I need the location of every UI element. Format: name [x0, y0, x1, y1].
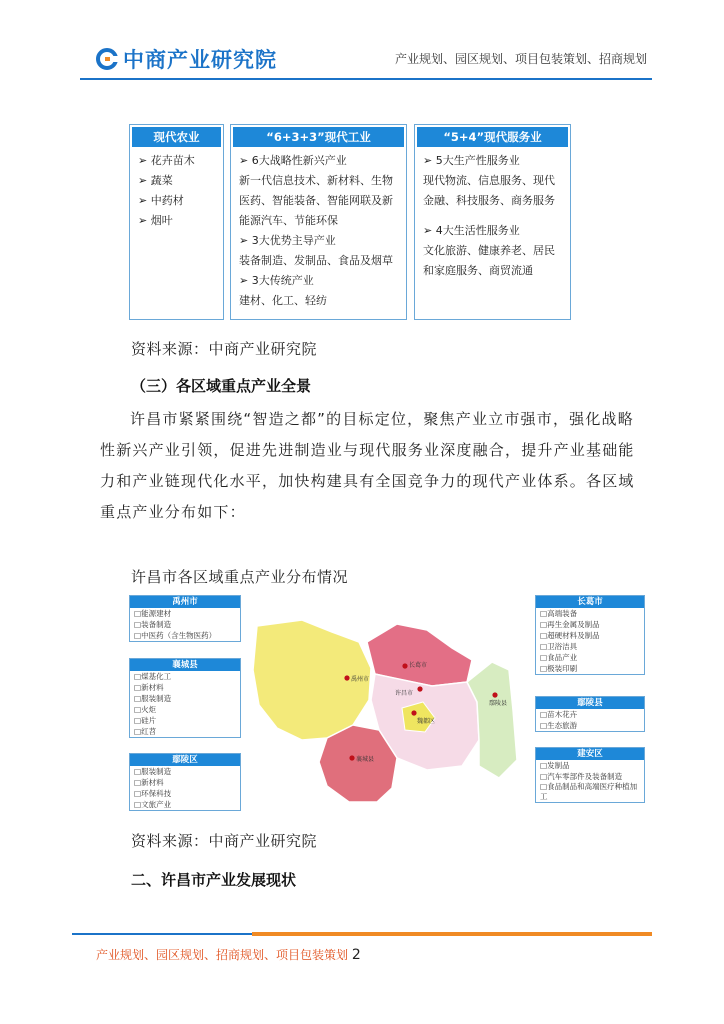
region-box-jianan [535, 747, 645, 803]
region-item: □ 能源建材 [130, 608, 240, 619]
industry-line: 装备制造、发制品、食品及烟草 [239, 254, 393, 267]
region-box-title: 襄城县 [130, 659, 240, 671]
logo-icon [96, 48, 118, 70]
industry-line: 和家庭服务、商贸流通 [423, 264, 533, 277]
map-label-yanling: 鄢陵县 [489, 700, 508, 707]
region-item: □ 食品产业 [536, 652, 644, 663]
industry-box-agriculture [129, 124, 224, 320]
industry-item: ➢ 蔬菜 [138, 174, 173, 187]
region-box-xiangcheng [129, 658, 241, 738]
industry-line: 现代物流、信息服务、现代 [423, 174, 555, 187]
footer-divider [72, 932, 652, 936]
industry-line: ➢ 3大传统产业 [239, 274, 314, 287]
page-number: 2 [351, 947, 361, 963]
region-item: □ 新材料 [130, 682, 240, 693]
region-item: □ 苗木花卉 [536, 709, 644, 720]
industry-line: ➢ 6大战略性新兴产业 [239, 154, 347, 167]
industry-line: 新一代信息技术、新材料、生物 [239, 174, 393, 187]
region-item: □ 环保科技 [130, 788, 240, 799]
section-heading: （三）各区域重点产业全景 [131, 377, 312, 395]
map-label-jianan: 魏都区 [417, 718, 436, 725]
region-item: □ 卫浴洁具 [536, 641, 644, 652]
region-box-yuzhou [129, 595, 241, 642]
region-item: □ 极装印刷 [536, 663, 644, 674]
source-note: 资料来源：中商产业研究院 [131, 340, 318, 358]
logo-text: 中商产业研究院 [123, 48, 277, 72]
region-item: □ 煤基化工 [130, 671, 240, 682]
industry-item: ➢ 花卉苗木 [138, 154, 195, 167]
industry-line: 金融、科技服务、商务服务 [423, 194, 555, 207]
industry-line: ➢ 3大优势主导产业 [239, 234, 336, 247]
logo [96, 44, 277, 74]
map-label-changge: 长葛市 [409, 662, 428, 669]
industry-line [423, 211, 562, 221]
industry-line: 医药、智能装备、智能网联及新 [239, 194, 393, 207]
header-tagline: 产业规划、园区规划、项目包装策划、招商规划 [394, 52, 647, 66]
region-item: □ 硅片 [130, 715, 240, 726]
map-label-xiangcheng: 襄城县 [356, 756, 375, 763]
industry-line: 文化旅游、健康养老、居民 [423, 244, 555, 257]
source-note-2: 资料来源：中商产业研究院 [131, 832, 318, 850]
region-box-title: 建安区 [536, 748, 644, 760]
region-item: □ 服装制造 [130, 693, 240, 704]
industry-line: 建材、化工、轻纺 [239, 294, 327, 307]
footer-text: 产业规划、园区规划、招商规划、项目包装策划 [96, 948, 349, 962]
region-item: □ 中医药（含生物医药） [130, 630, 240, 641]
region-box-yanling [535, 696, 645, 732]
industry-box-services [414, 124, 571, 320]
region-item: □ 超硬材料及制品 [536, 630, 644, 641]
figure-caption: 许昌市各区域重点产业分布情况 [131, 568, 349, 586]
industry-box-title: “6+3+3”现代工业 [233, 127, 404, 147]
industry-box-industry [230, 124, 407, 320]
region-item: □ 服装制造 [130, 766, 240, 777]
body-paragraph: 许昌市紧紧围绕“智造之都”的目标定位，聚焦产业立市强市，强化战略性新兴产业引领，促进先进制造业与现代服务业深度融合，提升产业基础能力和产业链现代化水平，加快构建具有全国竞争力的现代产业体系。各区域重点产业分布如下： [100, 410, 635, 521]
region-item: □ 新材料 [130, 777, 240, 788]
footer [96, 946, 361, 963]
industry-line: ➢ 4大生活性服务业 [423, 224, 520, 237]
industry-box-title: 现代农业 [132, 127, 221, 147]
region-box-changge [535, 595, 645, 675]
map-label-xuchang: 许昌市 [395, 690, 414, 697]
industry-item: ➢ 中药材 [138, 194, 184, 207]
industry-item: ➢ 烟叶 [138, 214, 173, 227]
industry-line: ➢ 5大生产性服务业 [423, 154, 520, 167]
region-box-weidu [129, 753, 241, 811]
region-box-title: 鄢陵区 [130, 754, 240, 766]
region-map-figure [127, 590, 646, 820]
region-item: □ 红苕 [130, 726, 240, 737]
region-item: □ 火炬 [130, 704, 240, 715]
header-divider [80, 78, 652, 80]
region-box-title: 禹州市 [130, 596, 240, 608]
region-item: □ 装备制造 [130, 619, 240, 630]
industry-line: 能源汽车、节能环保 [239, 214, 338, 227]
region-box-title: 鄢陵县 [536, 697, 644, 709]
section-heading-2: 二、许昌市产业发展现状 [131, 871, 297, 889]
region-item: □ 高端装备 [536, 608, 644, 619]
industry-box-title: “5+4”现代服务业 [417, 127, 568, 147]
region-item: □ 文旅产业 [130, 799, 240, 810]
region-item: □ 再生金属及制品 [536, 619, 644, 630]
map-label-yuzhou: 禹州市 [351, 676, 370, 683]
region-item: □ 生态旅游 [536, 720, 644, 731]
region-item: □ 汽车零部件及装备制造 [536, 771, 644, 782]
region-item: □ 发制品 [536, 760, 644, 771]
region-item: □ 食品制品和高端医疗种植加工 [536, 782, 644, 802]
region-box-title: 长葛市 [536, 596, 644, 608]
